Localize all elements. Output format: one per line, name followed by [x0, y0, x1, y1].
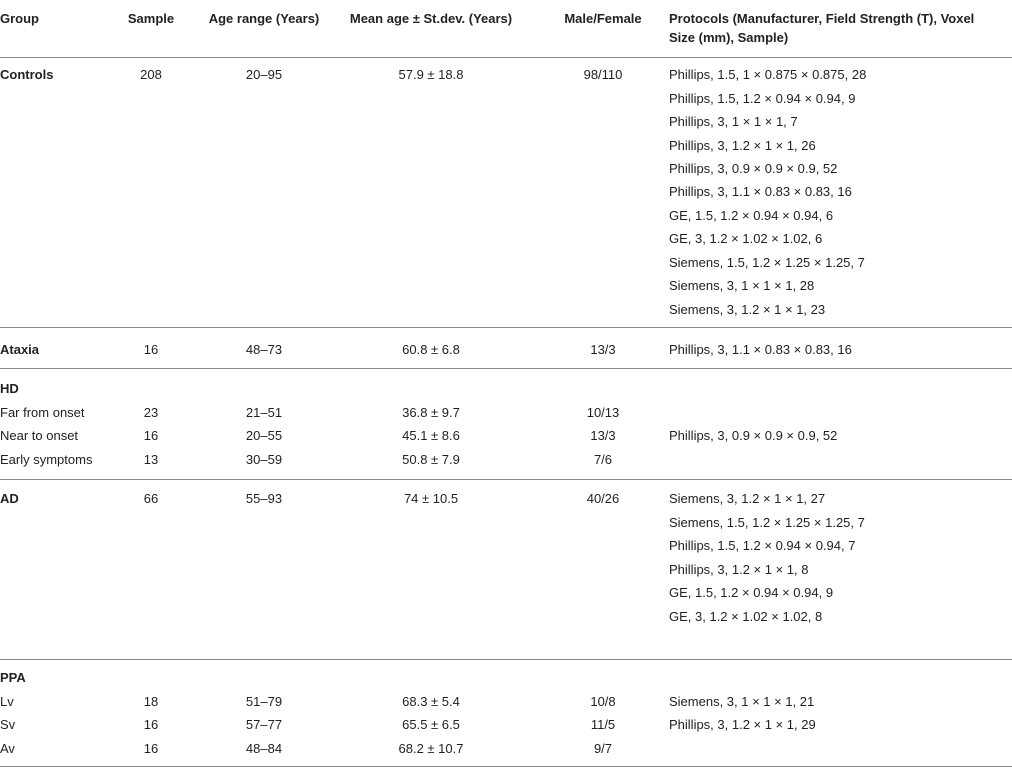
controls-protocol: Siemens, 3, 1 × 1 × 1, 28: [669, 278, 815, 293]
controls-protocol: Siemens, 3, 1.2 × 1 × 1, 23: [669, 302, 826, 317]
controls-protocol: GE, 1.5, 1.2 × 0.94 × 0.94, 6: [669, 208, 834, 223]
hd-protocol: Phillips, 3, 0.9 × 0.9 × 0.9, 52: [669, 428, 838, 443]
controls-mean-age: 57.9 ± 18.8: [398, 67, 464, 82]
ataxia-protocol: Phillips, 3, 1.1 × 0.83 × 0.83, 16: [669, 342, 852, 357]
ad-protocol: GE, 1.5, 1.2 × 0.94 × 0.94, 9: [669, 585, 834, 600]
ppa-age-range: 57–77: [245, 717, 283, 732]
group-hd: HD: [0, 381, 19, 396]
hd-age-range: 21–51: [245, 405, 283, 420]
ppa-sample: 16: [143, 717, 159, 732]
controls-protocol: Phillips, 3, 1.1 × 0.83 × 0.83, 16: [669, 184, 852, 199]
header-group: Group: [0, 11, 39, 26]
ppa-mean-age: 65.5 ± 6.5: [402, 717, 460, 732]
header-mean-age: Mean age ± St.dev. (Years): [349, 11, 513, 26]
ad-male-female: 40/26: [586, 491, 620, 506]
controls-protocol: Phillips, 3, 1 × 1 × 1, 7: [669, 114, 798, 129]
section-divider: [0, 659, 1012, 660]
controls-protocol: Phillips, 1.5, 1 × 0.875 × 0.875, 28: [669, 67, 867, 82]
ad-protocol: GE, 3, 1.2 × 1.02 × 1.02, 8: [669, 609, 823, 624]
group-ppa: PPA: [0, 670, 26, 685]
hd-mean-age: 36.8 ± 9.7: [402, 405, 460, 420]
ad-protocol: Siemens, 3, 1.2 × 1 × 1, 27: [669, 491, 826, 506]
header-male-female: Male/Female: [564, 11, 642, 26]
controls-protocol: Siemens, 1.5, 1.2 × 1.25 × 1.25, 7: [669, 255, 865, 270]
ppa-mean-age: 68.3 ± 5.4: [402, 694, 460, 709]
hd-sample: 23: [143, 405, 159, 420]
ppa-age-range: 48–84: [245, 741, 283, 756]
ppa-protocol: Siemens, 3, 1 × 1 × 1, 21: [669, 694, 815, 709]
ppa-male-female: 10/8: [590, 694, 616, 709]
ppa-male-female: 9/7: [593, 741, 613, 756]
ad-protocol: Phillips, 3, 1.2 × 1 × 1, 8: [669, 562, 809, 577]
ppa-subgroup-label: Lv: [0, 694, 14, 709]
header-protocols: Protocols (Manufacturer, Field Strength (T), Voxel: [669, 11, 975, 26]
ppa-mean-age: 68.2 ± 10.7: [398, 741, 464, 756]
ppa-subgroup-label: Sv: [0, 717, 16, 732]
group-ataxia: Ataxia: [0, 342, 40, 357]
hd-sample: 16: [143, 428, 159, 443]
ad-protocol: Siemens, 1.5, 1.2 × 1.25 × 1.25, 7: [669, 515, 865, 530]
hd-sample: 13: [143, 452, 159, 467]
ataxia-age-range: 48–73: [245, 342, 283, 357]
hd-subgroup-label: Far from onset: [0, 405, 85, 420]
hd-male-female: 13/3: [590, 428, 616, 443]
hd-mean-age: 50.8 ± 7.9: [402, 452, 460, 467]
ppa-sample: 18: [143, 694, 159, 709]
controls-age-range: 20–95: [245, 67, 283, 82]
section-divider: [0, 479, 1012, 480]
hd-subgroup-label: Early symptoms: [0, 452, 93, 467]
hd-male-female: 7/6: [593, 452, 613, 467]
controls-sample: 208: [140, 67, 162, 82]
ad-sample: 66: [143, 491, 159, 506]
hd-subgroup-label: Near to onset: [0, 428, 79, 443]
controls-male-female: 98/110: [583, 67, 623, 82]
controls-protocol: Phillips, 1.5, 1.2 × 0.94 × 0.94, 9: [669, 91, 856, 106]
group-ad: AD: [0, 491, 19, 506]
ataxia-sample: 16: [143, 342, 159, 357]
section-divider: [0, 327, 1012, 328]
ppa-male-female: 11/5: [590, 717, 616, 732]
ppa-protocol: Phillips, 3, 1.2 × 1 × 1, 29: [669, 717, 816, 732]
ad-mean-age: 74 ± 10.5: [403, 491, 459, 506]
table-bottom-rule: [0, 766, 1012, 767]
ppa-age-range: 51–79: [245, 694, 283, 709]
section-divider: [0, 368, 1012, 369]
header-age-range: Age range (Years): [208, 11, 320, 26]
ppa-subgroup-label: Av: [0, 741, 15, 756]
header-protocols-cont: Size (mm), Sample): [669, 30, 789, 45]
ataxia-male-female: 13/3: [590, 342, 616, 357]
header-divider: [0, 57, 1012, 58]
group-controls: Controls: [0, 67, 54, 82]
ppa-sample: 16: [143, 741, 159, 756]
ad-protocol: Phillips, 1.5, 1.2 × 0.94 × 0.94, 7: [669, 538, 856, 553]
controls-protocol: Phillips, 3, 1.2 × 1 × 1, 26: [669, 138, 816, 153]
hd-age-range: 30–59: [245, 452, 283, 467]
ad-age-range: 55–93: [245, 491, 283, 506]
hd-mean-age: 45.1 ± 8.6: [402, 428, 460, 443]
hd-male-female: 10/13: [586, 405, 620, 420]
ataxia-mean-age: 60.8 ± 6.8: [402, 342, 460, 357]
header-sample: Sample: [127, 11, 175, 26]
controls-protocol: Phillips, 3, 0.9 × 0.9 × 0.9, 52: [669, 161, 838, 176]
hd-age-range: 20–55: [245, 428, 283, 443]
controls-protocol: GE, 3, 1.2 × 1.02 × 1.02, 6: [669, 231, 823, 246]
